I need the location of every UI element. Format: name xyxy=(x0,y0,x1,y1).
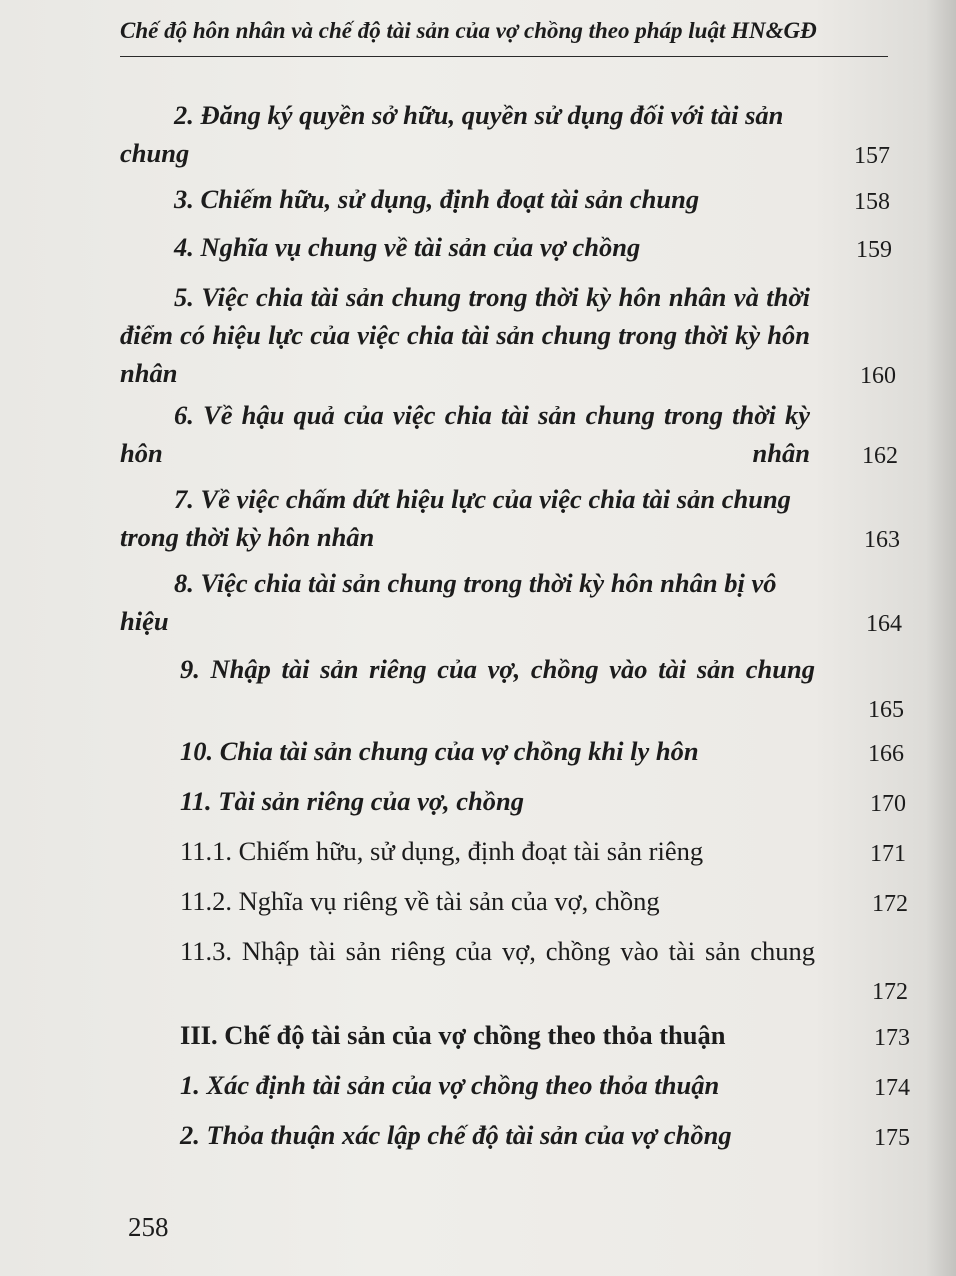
toc-entry xyxy=(120,480,910,558)
toc-entry-page: 165 xyxy=(868,697,904,723)
toc-entry xyxy=(120,278,910,394)
toc-entry xyxy=(120,932,910,1010)
toc-entry-text: 6. Về hậu quả của việc chia tài sản chung trong thời kỳ hôn nhân xyxy=(120,400,810,468)
toc-entry xyxy=(120,228,910,268)
toc-entry-text: III. Chế độ tài sản của vợ chồng theo thỏa thuận xyxy=(180,1020,726,1050)
toc-entry-text: 2. Đăng ký quyền sở hữu, quyền sử dụng đối với tài sản chung xyxy=(120,100,784,168)
toc-entry-page: 175 xyxy=(874,1125,910,1151)
toc-entry-text: 7. Về việc chấm dứt hiệu lực của việc chia tài sản chung trong thời kỳ hôn nhân xyxy=(120,484,791,552)
page-gutter-shadow xyxy=(926,0,956,1276)
running-header: Chế độ hôn nhân và chế độ tài sản của vợ chồng theo pháp luật HN&GĐ xyxy=(120,18,817,43)
toc-entry-text: 11.1. Chiếm hữu, sử dụng, định đoạt tài sản riêng xyxy=(180,836,704,866)
toc-entry-text: 4. Nghĩa vụ chung về tài sản của vợ chồng xyxy=(174,232,641,262)
toc-entry-page: 159 xyxy=(856,237,892,263)
toc-entry-text: 11. Tài sản riêng của vợ, chồng xyxy=(180,786,525,816)
toc-entry-page: 174 xyxy=(874,1075,910,1101)
toc-entry-text: 11.3. Nhập tài sản riêng của vợ, chồng vào tài sản chung xyxy=(180,936,815,966)
toc-entry xyxy=(120,1016,910,1056)
toc-entry xyxy=(120,396,910,474)
toc-entry xyxy=(120,782,910,822)
toc-entry-text: 1. Xác định tài sản của vợ chồng theo thỏa thuận xyxy=(180,1070,720,1100)
toc-entry-page: 171 xyxy=(870,841,906,867)
toc-entry xyxy=(120,1116,910,1156)
toc-entry-text: 2. Thỏa thuận xác lập chế độ tài sản của vợ chồng xyxy=(180,1120,732,1150)
toc-entry-text: 11.2. Nghĩa vụ riêng về tài sản của vợ, chồng xyxy=(180,886,660,916)
toc-entry xyxy=(120,1066,910,1106)
toc-entry-page: 172 xyxy=(872,891,908,917)
toc-entry-page: 166 xyxy=(868,741,904,767)
toc-entry-text: 5. Việc chia tài sản chung trong thời kỳ hôn nhân và thời điểm có hiệu lực của việc chia tài sản chung trong thời kỳ hôn nhân xyxy=(120,282,810,388)
toc-entry-page: 163 xyxy=(864,527,900,553)
toc-entry xyxy=(120,180,910,220)
toc-entry xyxy=(120,650,910,728)
toc-entry-page: 160 xyxy=(860,363,896,389)
toc-entry-text: 3. Chiếm hữu, sử dụng, định đoạt tài sản chung xyxy=(174,184,700,214)
toc-entry xyxy=(120,832,910,872)
toc-entry-page: 173 xyxy=(874,1025,910,1051)
page-number: 258 xyxy=(128,1212,169,1242)
toc-entry xyxy=(120,882,910,922)
toc-entry xyxy=(120,564,910,642)
toc-entry xyxy=(120,732,910,772)
toc-entry-text: 10. Chia tài sản chung của vợ chồng khi ly hôn xyxy=(180,736,699,766)
toc-entry-text: 8. Việc chia tài sản chung trong thời kỳ hôn nhân bị vô hiệu xyxy=(120,568,777,636)
toc-entry-page: 158 xyxy=(854,189,890,215)
toc-entry-page: 164 xyxy=(866,611,902,637)
toc-entry-page: 157 xyxy=(854,143,890,169)
toc-entry-page: 172 xyxy=(872,979,908,1005)
toc-entry xyxy=(120,96,910,174)
toc-entry-page: 162 xyxy=(862,443,898,469)
header-rule xyxy=(120,56,888,57)
toc-entry-page: 170 xyxy=(870,791,906,817)
toc-entry-text: 9. Nhập tài sản riêng của vợ, chồng vào tài sản chung xyxy=(180,654,815,684)
